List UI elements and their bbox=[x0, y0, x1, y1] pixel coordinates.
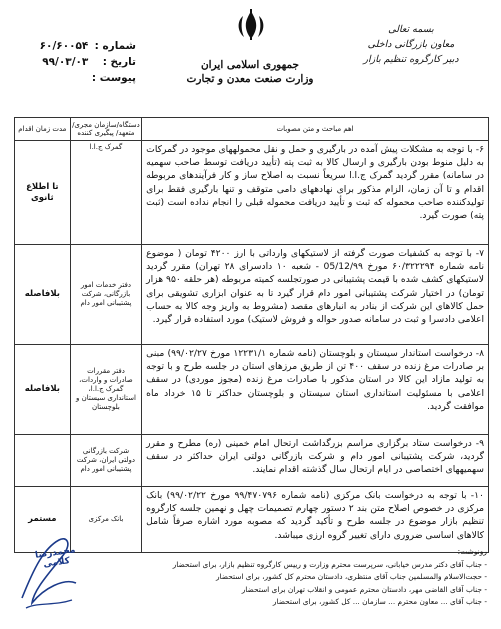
row-org: دفتر مقررات صادرات و واردات، گمرک ج.ا.ا، استانداری سیستان و بلوچستان bbox=[70, 345, 141, 435]
row-org: گمرک ج.ا.ا bbox=[70, 141, 141, 245]
row-body: ۷- با توجه به کشفیات صورت گرفته از لاستیکهای وارداتی با ارز ۴۲۰۰ تومان ( موضوع نامه شماره ۶۰/۳۲۲۲۹۴ مورخ 05/12/۹۹ - شعبه ۱۰ دادسرای ۲۸ تهران) مقرر گردید لاستیکهای کشف شده با قیمت پشتیبانی در صورتجلسه کمیته مربوطه (هر حلقه ۹۵۰ هزار تومان) در اختیار شرکت پشتیبانی امور دام قرار گیرد تا به عنوان ابزاری تشویقی برای حمل کالاهای این شرکت از بنادر به انبارهای مقصد (مشروط به واریز وجه کالا به حساب اعلامی دادسرا و ثبت در سامانه صدور حواله و فروش لاستیک) مورد استفاده قرار گیرد. bbox=[142, 245, 489, 345]
number-value: ۶۰/۶۰۰۵۴ bbox=[39, 40, 89, 52]
cc-line: - جناب آقای القاضی مهر، دادستان محترم عمومی و انقلاب تهران برای استحضار bbox=[241, 584, 487, 594]
table-row bbox=[15, 435, 489, 487]
cc-line: - جناب آقای ... معاون محترم ... سازمان ... کل کشور، برای استحضار bbox=[272, 597, 487, 606]
cc-title: رونوشت: bbox=[457, 547, 487, 556]
row-org: بانک مرکزی bbox=[70, 487, 141, 553]
row-time: تا اطلاع ثانوی bbox=[15, 141, 71, 245]
number-label: شماره : bbox=[94, 40, 136, 52]
iran-emblem-icon bbox=[232, 8, 270, 42]
cc-line: - حجت‌الاسلام والمسلمین جناب آقای منتظری، دادستان محترم کل کشور، برای استحضار bbox=[215, 572, 487, 581]
date-value: ۹۹/۰۳/۰۳ bbox=[42, 56, 89, 68]
sender-line-3: دبیر کارگروه تنظیم بازار bbox=[363, 54, 459, 65]
cc-line: - جناب آقای دکتر مدرس خیابانی، سرپرست محترم وزارت و رییس کارگروه تنظیم بازار، برای استحضار bbox=[172, 559, 487, 569]
row-org: دفتر خدمات امور بازرگانی، شرکت پشتیبانی امور دام bbox=[70, 245, 141, 345]
signatory-name: محمدرضا کلامی bbox=[34, 545, 77, 570]
table-row bbox=[15, 487, 489, 553]
row-body: ۱۰- با توجه به درخواست بانک مرکزی (نامه شماره ۹۹/۴۷۰۷۹۶ مورخ ۹۹/۰۲/۲۲) بانک مرکزی در خصوص اصلاح متن بند ۲ دستور چهارم تصمیمات چهل و نهمین جلسه کارگروه تنظیم بازار موضوع در جلسه طرح و تأکید گردید که مصوبه مورد اشاره صرفاً شامل کالاهای اساسی ضروری دارای تغییر گروه ارزی میباشد. bbox=[142, 487, 489, 553]
row-time: بلافاصله bbox=[15, 245, 71, 345]
row-org: شرکت بازرگانی دولتی ایران، شرکت پشتیبانی امور دام bbox=[70, 435, 141, 487]
attachment-label: پیوست : bbox=[91, 72, 136, 84]
ministry-title bbox=[150, 58, 350, 86]
cc-list bbox=[107, 546, 487, 609]
sender-line-2: معاون بازرگانی داخلی bbox=[367, 39, 455, 50]
row-body: ۹- درخواست ستاد برگزاری مراسم بزرگداشت ارتحال امام خمینی (ره) مطرح و مقرر گردید، شرکت پشتیبانی امور دام و شرکت بازرگانی دولتی ایران حداکثر در سقف سهمیههای اختصاصی در ایام ارتحال سال گذشته اقدام نمایند. bbox=[142, 435, 489, 487]
date-label: تاریخ : bbox=[102, 56, 136, 68]
sender-line-1: بسمه تعالی bbox=[388, 24, 434, 35]
table-row bbox=[15, 141, 489, 245]
table-row bbox=[15, 245, 489, 345]
table-row bbox=[15, 345, 489, 435]
header-time: مدت زمان اقدام bbox=[15, 118, 71, 141]
header-body: اهم مباحث و متن مصوبات bbox=[142, 118, 489, 141]
attachment-line bbox=[16, 70, 136, 86]
row-time: بلافاصله bbox=[15, 345, 71, 435]
row-body: ۶- با توجه به مشکلات پیش آمده در بارگیری و حمل و نقل محمولههای موجود در گمرکات به دلیل منوط بودن بارگیری و ارسال کالا به ثبت پته (تأیید دریافت توسط صاحب سهمیه در سامانه) مقرر گردید گمرک ج.ا.ا سریعاً نسبت به اصلاح ساز و کار فرآیندهای مربوطه اقدام و تا آن زمان، الزام مذکور برای نهادههای دامی متوقف و تنها بارگیری فقط برای تولیدکننده صاحب محموله که ثبت و تأیید دریافت محموله قبلی را انجام نداده است (ثبت پته) صورت گیرد. bbox=[142, 141, 489, 245]
ministry-line-2: وزارت صنعت معدن و تجارت bbox=[186, 73, 314, 85]
table-header-row bbox=[15, 118, 489, 141]
number-line bbox=[16, 38, 136, 54]
ministry-line-1: جمهوری اسلامی ایران bbox=[200, 59, 300, 71]
resolutions-table bbox=[14, 117, 489, 553]
row-time: مستمر bbox=[15, 487, 71, 553]
header-org: دستگاه/سازمان مجری/ متعهد/ پیگیری کننده bbox=[70, 118, 141, 141]
date-line bbox=[16, 54, 136, 70]
row-time bbox=[15, 435, 71, 487]
signature-scribble bbox=[14, 528, 84, 616]
row-body: ۸- درخواست استاندار سیستان و بلوچستان (نامه شماره ۱۲۲۳۱/۱ مورخ ۹۹/۰۲/۲۷) مبنی بر صادرات مرغ زنده در سقف ۴۰۰ تن از طریق مرزهای استان در جلسه طرح و با توجه به تولید مازاد این کالا در استان مذکور با صادرات مرغ زنده (مجوز موردی) در سقف اعلامی با مسئولیت استانداری استان سیستان و بلوچستان حداکثر تا ۱۵ خرداد ماه موافقت گردید. bbox=[142, 345, 489, 435]
sender-header bbox=[341, 22, 481, 67]
letter-meta bbox=[16, 38, 136, 86]
